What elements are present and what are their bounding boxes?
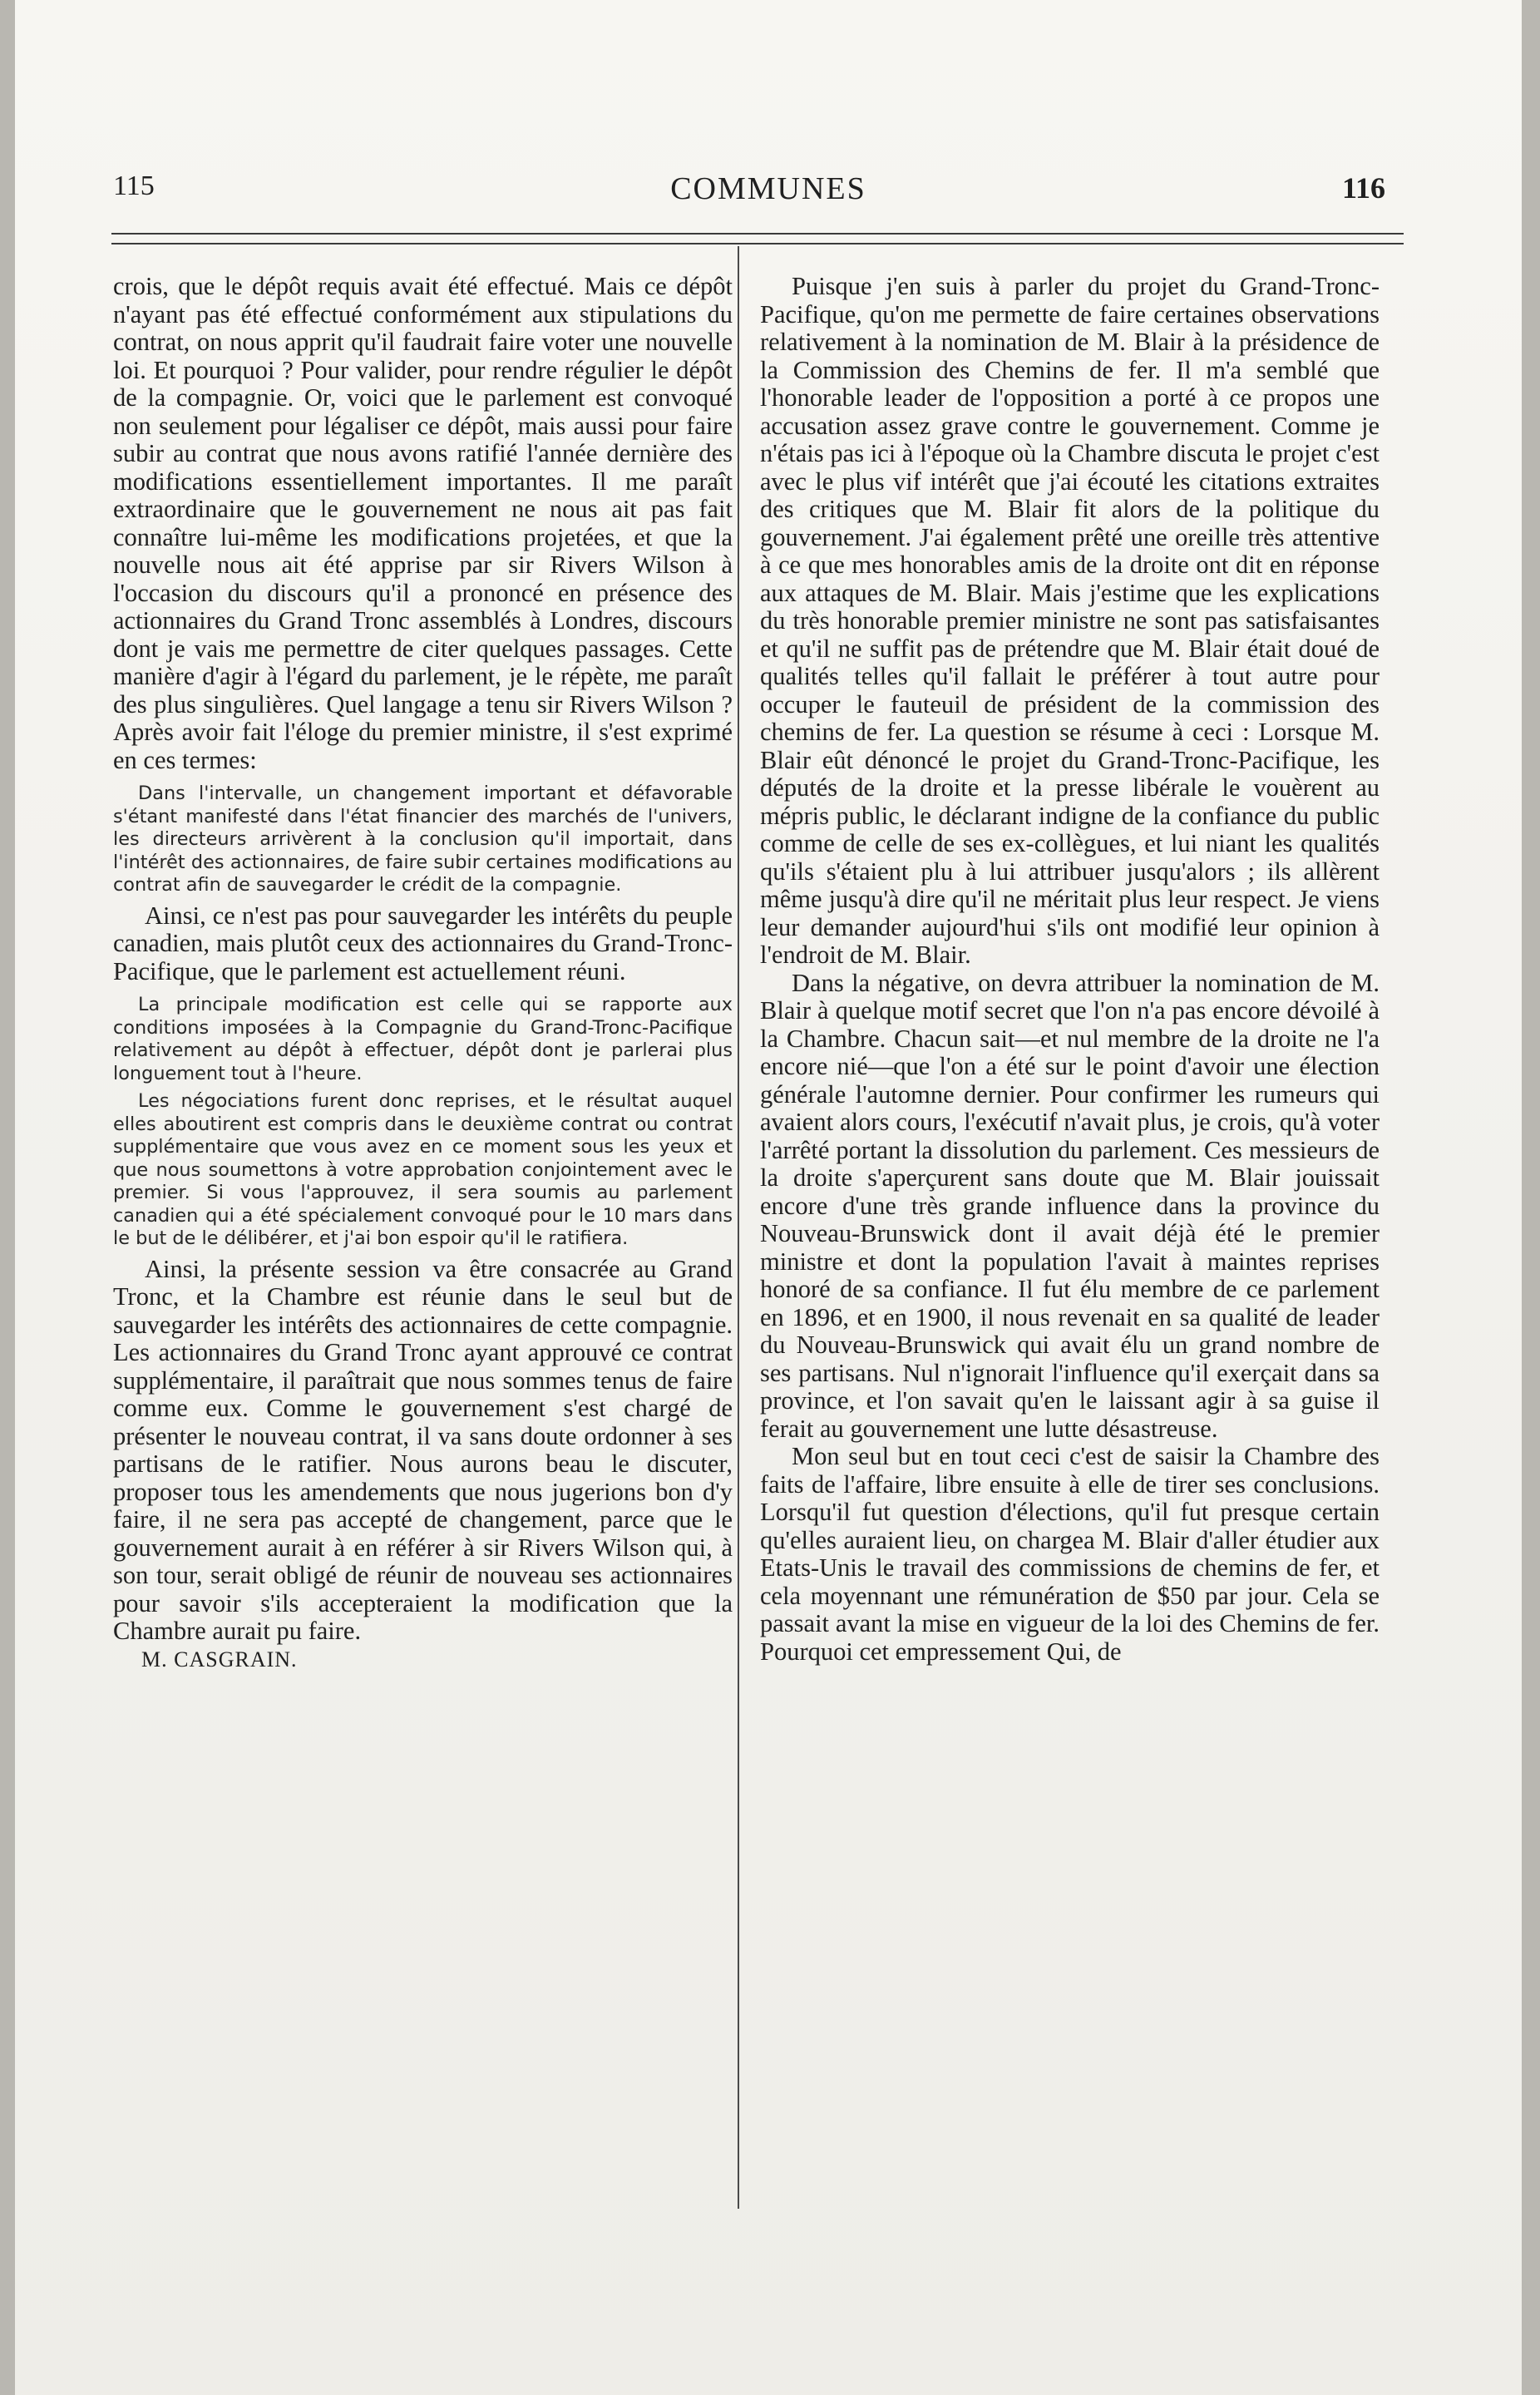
speaker-name: M. CASGRAIN.: [141, 1647, 298, 1672]
paragraph: Mon seul but en tout ceci c'est de saisir la Chambre des faits de l'affaire, libre ensuite à elle de tirer ses conclusions. Lorsqu'il fut question d'élections, qu'il fut presque certain qu'elles auraient lieu, on chargea M. Blair d'aller étudier aux Etats-Unis le travail des commissions de chemins de fer, et cela moyennant une rémunération de $50 par jour. Cela se passait avant la mise en vigueur de la loi des Chemins de fer. Pourquoi cet empressement Qui, de: [760, 1442, 1380, 1666]
right-column: [760, 273, 1380, 1666]
paragraph: Puisque j'en suis à parler du projet du Grand-Tronc-Pacifique, qu'on me permette de faire certaines observations relativement à la nomination de M. Blair à la présidence de la Commission des Chemins de fer. Il m'a semblé que l'honorable leader de l'opposition a porté à ce propos une accusation assez grave contre le gouvernement. Comme je n'étais pas ici à l'époque où la Chambre discuta le projet c'est avec le plus vif intérêt que j'ai écouté les citations extraites des critiques que M. Blair fit alors de la politique du gouvernement. J'ai également prêté une oreille très attentive à ce que mes honorables amis de la droite ont dit en réponse aux attaques de M. Blair. Mais j'estime que les explications du très honorable premier ministre ne sont pas satisfaisantes et qu'il ne suffit pas de prétendre que M. Blair était doué de qualités telles qu'il fallait le préférer à tout autre pour occuper le fauteuil de président de la commission des chemins de fer. La question se résume à ceci : Lorsque M. Blair eût dénoncé le projet du Grand-Tronc-Pacifique, les députés de la droite et la presse libérale le vouèrent au mépris public, le déclarant indigne de la confiance du public comme de celle de ses ex-collègues, et lui niant les qualités qu'ils s'étaient plu à lui attribuer jusqu'alors ; ils allèrent même jusqu'à dire qu'il ne méritait plus leur respect. Je viens leur demander aujourd'hui s'ils ont modifié leur opinion à l'endroit de M. Blair.: [760, 272, 1380, 969]
document-page: [15, 0, 1522, 2395]
left-column: [113, 273, 733, 1673]
paragraph: Ainsi, ce n'est pas pour sauvegarder les intérêts du peuple canadien, mais plutôt ceux des actionnaires du Grand-Tronc-Pacifique, que le parlement est actuellement réuni.: [113, 901, 733, 985]
page-header: [15, 170, 1522, 220]
column-divider: [738, 246, 739, 2209]
block-quote: La principale modification est celle qui se rapporte aux conditions imposées à la Compagnie du Grand-Tronc-Pacifique relativement au dépôt à effectuer, dépôt dont je parlerai plus longuement tout à l'heure.: [113, 994, 733, 1084]
block-quote: Dans l'intervalle, un changement important et défavorable s'étant manifesté dans l'état financier des marchés de l'univers, les directeurs arrivèrent à la conclusion qu'il importait, dans l'intérêt des actionnaires, de faire subir certaines modifications au contrat afin de sauvegarder le crédit de la compagnie.: [113, 783, 733, 896]
paragraph: crois, que le dépôt requis avait été effectué. Mais ce dépôt n'ayant pas été effectué conformément aux stipulations du contrat, on nous apprit qu'il faudrait faire voter une nouvelle loi. Et pourquoi ? Pour valider, pour rendre régulier le dépôt de la compagnie. Or, voici que le parlement est convoqué non seulement pour légaliser ce dépôt, mais aussi pour faire subir au contrat que nous avons ratifié l'année dernière des modifications essentiellement importantes. Il me paraît extraordinaire que le gouvernement ne nous ait pas fait connaître lui-même les modifications projetées, et que la nouvelle nous ait été apprise par sir Rivers Wilson à l'occasion du discours qu'il a prononcé en présence des actionnaires du Grand Tronc assemblés à Londres, discours dont je vais me permettre de citer quelques passages. Cette manière d'agir à l'égard du parlement, je le répète, me paraît des plus singulières. Quel langage a tenu sir Rivers Wilson ? Après avoir fait l'éloge du premier ministre, il s'est exprimé en ces termes:: [113, 272, 733, 774]
block-quote: Les négociations furent donc reprises, et le résultat auquel elles aboutirent est compris dans le deuxième contrat ou contrat supplémentaire que vous avez en ce moment sous les yeux et que nous soumettons à votre approbation conjointement avec le premier. Si vous l'approuvez, il sera soumis au parlement canadien qui a été spécialement convoqué pour le 10 mars dans le but de le délibérer, et j'ai bon espoir qu'il le ratifiera.: [113, 1090, 733, 1249]
paragraph: Ainsi, la présente session va être consacrée au Grand Tronc, et la Chambre est réunie dans le seul but de sauvegarder les intérêts des actionnaires de cette compagnie. Les actionnaires du Grand Tronc ayant approuvé ce contrat supplémentaire, il paraîtrait que nous sommes tenus de faire comme eux. Comme le gouvernement s'est chargé de présenter le nouveau contrat, il va sans doute ordonner à ses partisans de le ratifier. Nous aurons beau le discuter, proposer tous les amendements que nous jugerions bon d'y faire, il ne sera pas accepté de changement, parce que le gouvernement aurait à en référer à sir Rivers Wilson qui, à son tour, serait obligé de réunir de nouveau ses actionnaires pour savoir s'ils accepteraient la modification que la Chambre aurait pu faire.: [113, 1254, 733, 1645]
page-number-right: 116: [1342, 171, 1386, 205]
paragraph: Dans la négative, on devra attribuer la nomination de M. Blair à quelque motif secret que l'on n'a pas encore dévoilé à la Chambre. Chacun sait—et nul membre de la droite ne l'a encore nié—que l'on a été sur le point d'avoir une élection générale l'automne dernier. Pour confirmer les rumeurs qui avaient alors cours, l'exécutif n'avait plus, je crois, qu'à voter l'arrêté portant la dissolution du parlement. Ces messieurs de la droite s'aperçurent sans doute que M. Blair jouissait encore d'une très grande influence dans la province du Nouveau-Brunswick dont il avait déjà été le premier ministre et dont la population l'avait à maintes reprises honoré de sa confiance. Il fut élu membre de ce parlement en 1896, et en 1900, il nous revenait en sa qualité de leader du Nouveau-Brunswick qui avait élu un grand nombre de ses partisans. Nul n'ignorait l'influence qu'il exerçait dans sa province, et l'on savait qu'en le laissant agir à sa guise il ferait au gouvernement une lutte désastreuse.: [760, 968, 1380, 1443]
header-rule-top: [111, 233, 1404, 235]
running-title: COMMUNES: [670, 171, 866, 206]
header-rule-bottom: [111, 243, 1404, 244]
page-number-left: 115: [113, 170, 155, 201]
